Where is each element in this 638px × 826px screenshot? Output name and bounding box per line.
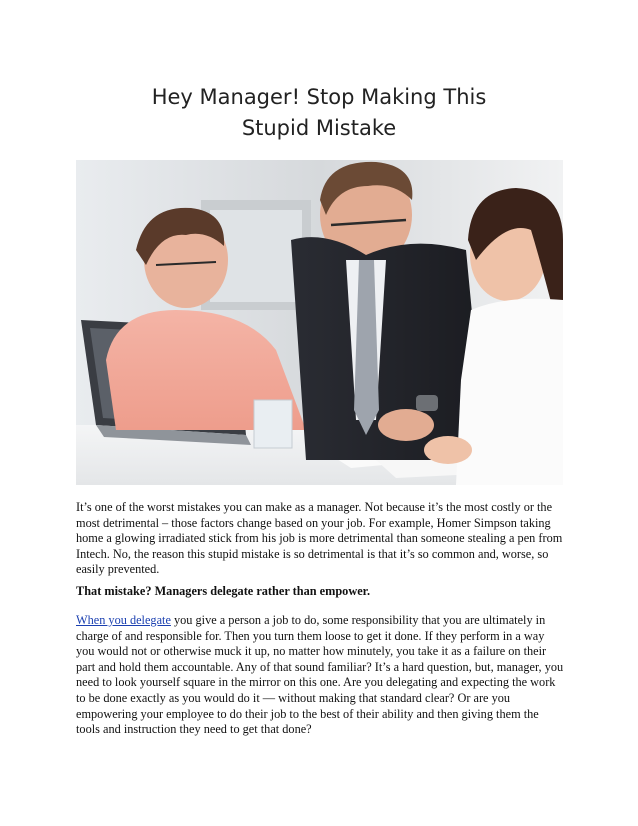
paragraph-thesis: That mistake? Managers delegate rather than empower. [76, 584, 371, 598]
page-title [80, 82, 558, 144]
when-you-delegate-link[interactable]: When you delegate [76, 613, 171, 627]
office-meeting-photo [76, 160, 563, 485]
paragraph-intro: It’s one of the worst mistakes you can make as a manager. Not because it’s the most costly or the most detrimental – those factors change based on your job. For example, Homer Simpson taking home a glowing irradiated stick from his job is more detrimental than someone stealing a pen from Intech. No, the reason this stupid mistake is so detrimental is that it’s so common and, worse, so easily prevented. [76, 500, 563, 577]
paragraph-delegate [76, 613, 564, 738]
title-line-2: Stupid Mistake [241, 116, 397, 140]
paragraph-delegate-text: you give a person a job to do, some responsibility that you are ultimately in charge of and responsible for. Then you turn them loose to get it done. If they perform in a way you would not or otherwise muck it up, no matter how minutely, you take it as a failure on their part and hold them accountable. Any of that sound familiar? It’s a hard question, but, manager, you need to look yourself square in the mirror on this one. Are you delegating and expecting the work to be done exactly as you would do it — without making that standard clear? Or are you empowering your employee to do their job to the best of their ability and then giving them the tools and instruction they need to get that done? [76, 613, 564, 737]
title-line-1: Hey Manager! Stop Making This [151, 85, 487, 109]
